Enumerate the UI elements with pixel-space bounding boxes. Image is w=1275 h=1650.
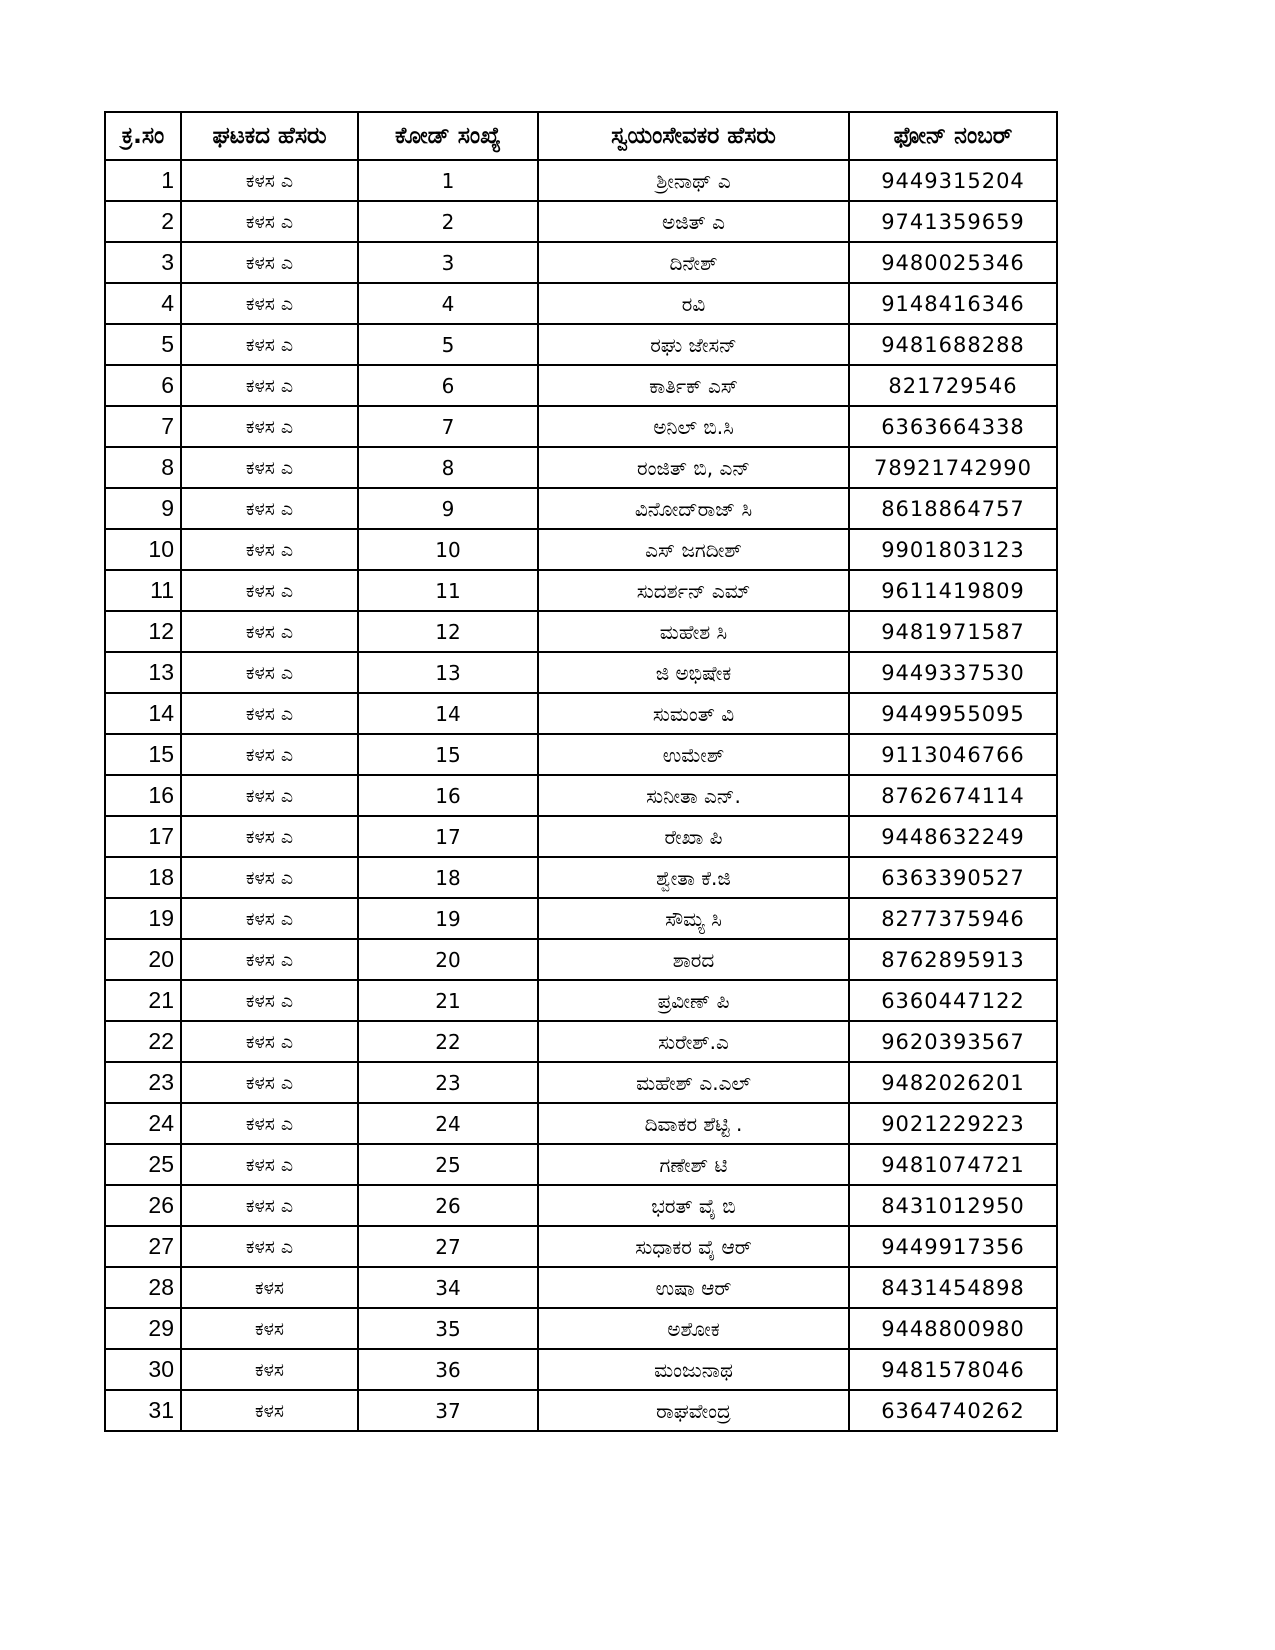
table-row — [105, 324, 1057, 365]
table-row — [105, 734, 1057, 775]
serial-cell: 13 — [105, 652, 181, 693]
table-row — [105, 242, 1057, 283]
volunteer-name-cell: ಸೌಮ್ಯ ಸಿ — [538, 898, 849, 939]
table-row — [105, 160, 1057, 201]
table-row — [105, 611, 1057, 652]
phone-cell: 9021229223 — [849, 1103, 1057, 1144]
header-volunteer-name: ಸ್ವಯಂಸೇವಕರ ಹೆಸರು — [538, 112, 849, 160]
code-cell: 1 — [358, 160, 538, 201]
phone-cell: 9448800980 — [849, 1308, 1057, 1349]
phone-cell: 9611419809 — [849, 570, 1057, 611]
unit-cell: ಕಳಸ ಎ — [181, 611, 358, 652]
phone-cell: 9449315204 — [849, 160, 1057, 201]
header-serial: ಕ್ರ.ಸಂ — [105, 112, 181, 160]
code-cell: 13 — [358, 652, 538, 693]
unit-cell: ಕಳಸ ಎ — [181, 1021, 358, 1062]
code-cell: 25 — [358, 1144, 538, 1185]
header-phone-number: ಫೋನ್ ನಂಬರ್ — [849, 112, 1057, 160]
serial-cell: 15 — [105, 734, 181, 775]
table-row — [105, 1021, 1057, 1062]
serial-cell: 31 — [105, 1390, 181, 1431]
phone-cell: 8277375946 — [849, 898, 1057, 939]
volunteer-name-cell: ಜಿ ಅಭಿಷೇಕ — [538, 652, 849, 693]
volunteer-name-cell: ಸುದರ್ಶನ್ ಎಮ್ — [538, 570, 849, 611]
serial-cell: 24 — [105, 1103, 181, 1144]
volunteer-name-cell: ರಾಘವೇಂದ್ರ — [538, 1390, 849, 1431]
serial-cell: 6 — [105, 365, 181, 406]
serial-cell: 19 — [105, 898, 181, 939]
phone-cell: 6360447122 — [849, 980, 1057, 1021]
table-row — [105, 693, 1057, 734]
code-cell: 6 — [358, 365, 538, 406]
table-row — [105, 775, 1057, 816]
table-row — [105, 1390, 1057, 1431]
phone-cell: 8762674114 — [849, 775, 1057, 816]
volunteer-name-cell: ದಿನೇಶ್ — [538, 242, 849, 283]
phone-cell: 9481074721 — [849, 1144, 1057, 1185]
phone-cell: 9449955095 — [849, 693, 1057, 734]
table-row — [105, 1185, 1057, 1226]
unit-cell: ಕಳಸ ಎ — [181, 939, 358, 980]
phone-cell: 9901803123 — [849, 529, 1057, 570]
phone-cell: 8618864757 — [849, 488, 1057, 529]
phone-cell: 9620393567 — [849, 1021, 1057, 1062]
table-row — [105, 1267, 1057, 1308]
unit-cell: ಕಳಸ ಎ — [181, 1103, 358, 1144]
phone-cell: 8431454898 — [849, 1267, 1057, 1308]
serial-cell: 22 — [105, 1021, 181, 1062]
table-row — [105, 1349, 1057, 1390]
phone-cell: 9448632249 — [849, 816, 1057, 857]
phone-cell: 9449337530 — [849, 652, 1057, 693]
code-cell: 11 — [358, 570, 538, 611]
phone-cell: 6363664338 — [849, 406, 1057, 447]
code-cell: 15 — [358, 734, 538, 775]
unit-cell: ಕಳಸ — [181, 1267, 358, 1308]
phone-cell: 9481578046 — [849, 1349, 1057, 1390]
code-cell: 24 — [358, 1103, 538, 1144]
serial-cell: 21 — [105, 980, 181, 1021]
serial-cell: 4 — [105, 283, 181, 324]
unit-cell: ಕಳಸ ಎ — [181, 488, 358, 529]
serial-cell: 9 — [105, 488, 181, 529]
volunteer-name-cell: ರವಿ — [538, 283, 849, 324]
unit-cell: ಕಳಸ ಎ — [181, 857, 358, 898]
volunteer-name-cell: ಸುನೀತಾ ಎನ್. — [538, 775, 849, 816]
volunteer-name-cell: ಉಷಾ ಆರ್ — [538, 1267, 849, 1308]
header-unit-name: ಘಟಕದ ಹೆಸರು — [181, 112, 358, 160]
volunteer-name-cell: ಎಸ್ ಜಗದೀಶ್ — [538, 529, 849, 570]
serial-cell: 10 — [105, 529, 181, 570]
volunteer-name-cell: ಶ್ವೇತಾ ಕೆ.ಜಿ — [538, 857, 849, 898]
serial-cell: 17 — [105, 816, 181, 857]
table-row — [105, 1103, 1057, 1144]
unit-cell: ಕಳಸ ಎ — [181, 447, 358, 488]
table-row — [105, 939, 1057, 980]
volunteer-name-cell: ವಿನೋದ್‌ರಾಜ್ ಸಿ — [538, 488, 849, 529]
volunteer-name-cell: ಮಹೇಶ್ ಎ.ಎಲ್ — [538, 1062, 849, 1103]
unit-cell: ಕಳಸ ಎ — [181, 160, 358, 201]
phone-cell: 9481688288 — [849, 324, 1057, 365]
serial-cell: 20 — [105, 939, 181, 980]
code-cell: 16 — [358, 775, 538, 816]
code-cell: 9 — [358, 488, 538, 529]
volunteer-name-cell: ಸುಧಾಕರ ವೈ ಆರ್ — [538, 1226, 849, 1267]
serial-cell: 25 — [105, 1144, 181, 1185]
serial-cell: 1 — [105, 160, 181, 201]
code-cell: 34 — [358, 1267, 538, 1308]
volunteer-name-cell: ರಂಜಿತ್ ಬಿ, ಎನ್ — [538, 447, 849, 488]
code-cell: 20 — [358, 939, 538, 980]
volunteer-name-cell: ಅಜಿತ್ ಎ — [538, 201, 849, 242]
table-row — [105, 816, 1057, 857]
serial-cell: 8 — [105, 447, 181, 488]
volunteer-name-cell: ಅಶೋಕ — [538, 1308, 849, 1349]
table-row — [105, 898, 1057, 939]
table-row — [105, 1226, 1057, 1267]
serial-cell: 5 — [105, 324, 181, 365]
code-cell: 36 — [358, 1349, 538, 1390]
phone-cell: 8431012950 — [849, 1185, 1057, 1226]
code-cell: 18 — [358, 857, 538, 898]
serial-cell: 18 — [105, 857, 181, 898]
unit-cell: ಕಳಸ ಎ — [181, 980, 358, 1021]
code-cell: 37 — [358, 1390, 538, 1431]
unit-cell: ಕಳಸ ಎ — [181, 734, 358, 775]
unit-cell: ಕಳಸ ಎ — [181, 570, 358, 611]
serial-cell: 16 — [105, 775, 181, 816]
serial-cell: 26 — [105, 1185, 181, 1226]
phone-cell: 6364740262 — [849, 1390, 1057, 1431]
volunteer-name-cell: ಮಂಜುನಾಥ — [538, 1349, 849, 1390]
code-cell: 5 — [358, 324, 538, 365]
volunteer-name-cell: ಉಮೇಶ್ — [538, 734, 849, 775]
table-row — [105, 1308, 1057, 1349]
table-row — [105, 447, 1057, 488]
table-row — [105, 980, 1057, 1021]
phone-cell: 9449917356 — [849, 1226, 1057, 1267]
table-row — [105, 652, 1057, 693]
code-cell: 12 — [358, 611, 538, 652]
code-cell: 17 — [358, 816, 538, 857]
phone-cell: 8762895913 — [849, 939, 1057, 980]
serial-cell: 27 — [105, 1226, 181, 1267]
serial-cell: 23 — [105, 1062, 181, 1103]
unit-cell: ಕಳಸ ಎ — [181, 201, 358, 242]
table-body — [105, 160, 1057, 1431]
volunteer-name-cell: ಸುಮಂತ್ ವಿ — [538, 693, 849, 734]
header-code-number: ಕೋಡ್ ಸಂಖ್ಯೆ — [358, 112, 538, 160]
serial-cell: 12 — [105, 611, 181, 652]
table-row — [105, 1062, 1057, 1103]
table-row — [105, 488, 1057, 529]
code-cell: 8 — [358, 447, 538, 488]
unit-cell: ಕಳಸ ಎ — [181, 1226, 358, 1267]
code-cell: 2 — [358, 201, 538, 242]
table-row — [105, 201, 1057, 242]
unit-cell: ಕಳಸ ಎ — [181, 1062, 358, 1103]
code-cell: 26 — [358, 1185, 538, 1226]
serial-cell: 3 — [105, 242, 181, 283]
unit-cell: ಕಳಸ ಎ — [181, 324, 358, 365]
volunteer-name-cell: ಮಹೇಶ ಸಿ — [538, 611, 849, 652]
serial-cell: 14 — [105, 693, 181, 734]
code-cell: 14 — [358, 693, 538, 734]
code-cell: 22 — [358, 1021, 538, 1062]
phone-cell: 9482026201 — [849, 1062, 1057, 1103]
volunteer-name-cell: ರಘು ಜೇಸನ್ — [538, 324, 849, 365]
volunteer-name-cell: ಸುರೇಶ್.ಎ — [538, 1021, 849, 1062]
code-cell: 23 — [358, 1062, 538, 1103]
phone-cell: 821729546 — [849, 365, 1057, 406]
code-cell: 4 — [358, 283, 538, 324]
volunteer-name-cell: ಪ್ರವೀಣ್ ಪಿ — [538, 980, 849, 1021]
phone-cell: 9480025346 — [849, 242, 1057, 283]
phone-cell: 9148416346 — [849, 283, 1057, 324]
unit-cell: ಕಳಸ ಎ — [181, 283, 358, 324]
table-header-row — [105, 112, 1057, 160]
phone-cell: 78921742990 — [849, 447, 1057, 488]
phone-cell: 6363390527 — [849, 857, 1057, 898]
unit-cell: ಕಳಸ ಎ — [181, 693, 358, 734]
unit-cell: ಕಳಸ ಎ — [181, 1144, 358, 1185]
unit-cell: ಕಳಸ ಎ — [181, 529, 358, 570]
volunteer-name-cell: ಶಾರದ — [538, 939, 849, 980]
table-row — [105, 857, 1057, 898]
code-cell: 27 — [358, 1226, 538, 1267]
phone-cell: 9741359659 — [849, 201, 1057, 242]
serial-cell: 30 — [105, 1349, 181, 1390]
unit-cell: ಕಳಸ — [181, 1308, 358, 1349]
code-cell: 19 — [358, 898, 538, 939]
unit-cell: ಕಳಸ ಎ — [181, 898, 358, 939]
unit-cell: ಕಳಸ ಎ — [181, 242, 358, 283]
code-cell: 7 — [358, 406, 538, 447]
table-row — [105, 365, 1057, 406]
unit-cell: ಕಳಸ — [181, 1349, 358, 1390]
volunteer-name-cell: ಗಣೇಶ್ ಟಿ — [538, 1144, 849, 1185]
serial-cell: 7 — [105, 406, 181, 447]
serial-cell: 28 — [105, 1267, 181, 1308]
unit-cell: ಕಳಸ ಎ — [181, 775, 358, 816]
code-cell: 10 — [358, 529, 538, 570]
serial-cell: 29 — [105, 1308, 181, 1349]
unit-cell: ಕಳಸ ಎ — [181, 365, 358, 406]
table-row — [105, 406, 1057, 447]
unit-cell: ಕಳಸ ಎ — [181, 1185, 358, 1226]
table-row — [105, 529, 1057, 570]
code-cell: 21 — [358, 980, 538, 1021]
unit-cell: ಕಳಸ ಎ — [181, 406, 358, 447]
volunteer-table — [104, 111, 1058, 1432]
table-row — [105, 1144, 1057, 1185]
code-cell: 35 — [358, 1308, 538, 1349]
unit-cell: ಕಳಸ ಎ — [181, 816, 358, 857]
volunteer-name-cell: ಶ್ರೀನಾಥ್ ಎ — [538, 160, 849, 201]
serial-cell: 2 — [105, 201, 181, 242]
unit-cell: ಕಳಸ — [181, 1390, 358, 1431]
table-row — [105, 283, 1057, 324]
volunteer-name-cell: ಅನಿಲ್ ಬಿ.ಸಿ — [538, 406, 849, 447]
serial-cell: 11 — [105, 570, 181, 611]
code-cell: 3 — [358, 242, 538, 283]
phone-cell: 9481971587 — [849, 611, 1057, 652]
volunteer-name-cell: ದಿವಾಕರ ಶೆಟ್ಟಿ . — [538, 1103, 849, 1144]
phone-cell: 9113046766 — [849, 734, 1057, 775]
volunteer-name-cell: ಭರತ್ ವೈ ಬಿ — [538, 1185, 849, 1226]
table-row — [105, 570, 1057, 611]
volunteer-name-cell: ರೇಖಾ ಪಿ — [538, 816, 849, 857]
unit-cell: ಕಳಸ ಎ — [181, 652, 358, 693]
volunteer-name-cell: ಕಾರ್ತಿಕ್ ಎಸ್ — [538, 365, 849, 406]
